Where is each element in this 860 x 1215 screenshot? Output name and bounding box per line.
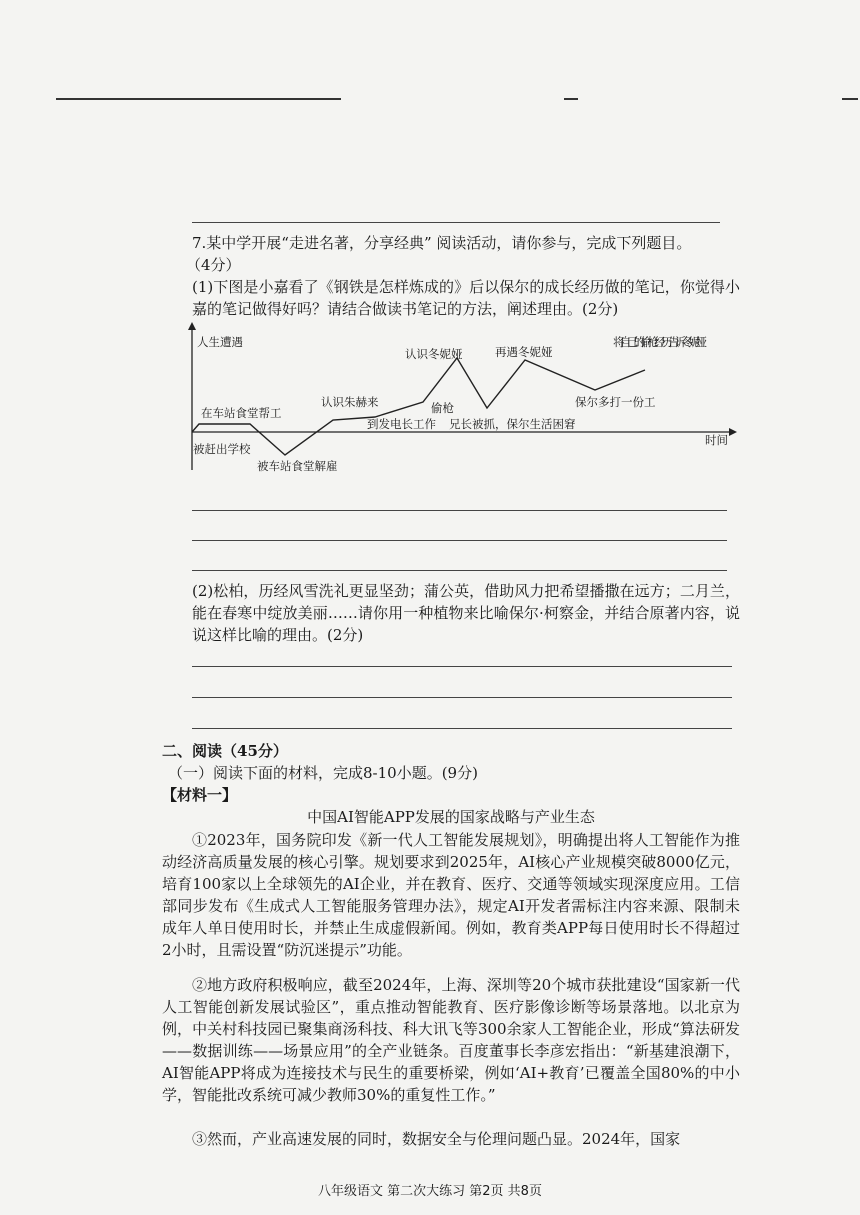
life-events-chart xyxy=(185,320,745,480)
answer-line xyxy=(192,666,732,667)
article-paragraph: ①2023年，国务院印发《新一代人工智能发展规划》，明确提出将人工智能作为推动经济高质量发展的核心引擎。规划要求到2025年，AI核心产业规模突破8000亿元，培育100家以上全球领先的AI企业，并在教育、医疗、交通等领域实现深度应用。工信部同步发布《生成式人工智能服务管理办法》，规定AI开发者需标注内容来源、限制未成年人单日使用时长，并禁止生成虚假新闻。例如，教育类APP每日使用时长不得超过2小时，且需设置“防沉迷提示”功能。 xyxy=(162,831,740,959)
article-paragraph: ②地方政府积极响应，截至2024年，上海、深圳等20个城市获批建设“国家新一代人工智能创新发展试验区”，重点推动智能教育、医疗影像诊断等场景落地。以北京为例，中关村科技园已聚集商汤科技、科大讯飞等300余家人工智能企业，形成“算法研发——数据训练——场景应用”的全产业链条。百度董事长李彦宏指出：“新基建浪潮下，AI智能APP将成为连接技术与民生的重要桥梁，例如‘AI+教育’已覆盖全国80%的中小学，智能批改系统可减少教师30%的重复性工作。” xyxy=(162,976,740,1104)
article-title: 中国AI智能APP发展的国家战略与产业生态 xyxy=(307,808,595,826)
question-7-sub1: (1)下图是小嘉看了《钢铁是怎样炼成的》后以保尔的成长经历做的笔记，你觉得小嘉的笔记做得好吗？请结合做读书笔记的方法，阐述理由。(2分) xyxy=(192,278,740,318)
x-axis-label: 时间 xyxy=(705,433,728,447)
question-7-score: （4分） xyxy=(186,256,241,274)
scan-mark-left xyxy=(56,98,341,100)
y-axis-arrow xyxy=(188,322,196,330)
event-label: 兄长被抓，保尔生活困窘 xyxy=(449,417,576,431)
answer-line xyxy=(192,697,732,698)
answer-line xyxy=(192,570,727,571)
answer-line-top xyxy=(192,222,720,223)
event-label: 被车站食堂解雇 xyxy=(257,459,338,473)
event-label: 在车站食堂帮工 xyxy=(201,406,282,420)
section-intro: （一）阅读下面的材料，完成8-10小题。(9分) xyxy=(168,764,478,782)
event-label: 认识冬妮娅 xyxy=(405,347,463,361)
material-label: 【材料一】 xyxy=(162,786,238,804)
y-axis-label: 人生遭遇 xyxy=(197,335,243,349)
event-label: 将自己的偷枪经历告诉冬妮娅 xyxy=(613,335,707,349)
scan-mark-middle xyxy=(564,98,578,100)
event-label: 到发电长工作 xyxy=(367,417,436,431)
page-footer: 八年级语文 第二次大练习 第2页 共8页 xyxy=(318,1184,542,1199)
event-label: 再遇冬妮娅 xyxy=(495,345,553,359)
event-label: 被赶出学校 xyxy=(193,442,251,456)
event-label: 认识朱赫来 xyxy=(321,395,379,409)
section-heading: 二、阅读（45分） xyxy=(162,742,288,760)
answer-line xyxy=(192,510,727,511)
answer-line xyxy=(192,540,727,541)
event-label: 偷枪 xyxy=(431,401,454,415)
x-axis-arrow xyxy=(729,428,737,436)
question-7-title: 7.某中学开展“走进名著，分享经典” 阅读活动，请你参与，完成下列题目。 xyxy=(192,234,692,252)
scan-mark-right xyxy=(842,98,858,100)
question-7-sub2: (2)松柏，历经风雪洗礼更显坚劲；蒲公英，借助风力把希望播撒在远方；二月兰，能在春寒中绽放美丽……请你用一种植物来比喻保尔·柯察金，并结合原著内容，说说这样比喻的理由。(2分) xyxy=(192,582,740,644)
event-label: 保尔多打一份工 xyxy=(575,395,656,409)
answer-line xyxy=(192,728,732,729)
article-paragraph: ③然而，产业高速发展的同时，数据安全与伦理问题凸显。2024年，国家 xyxy=(192,1130,681,1148)
